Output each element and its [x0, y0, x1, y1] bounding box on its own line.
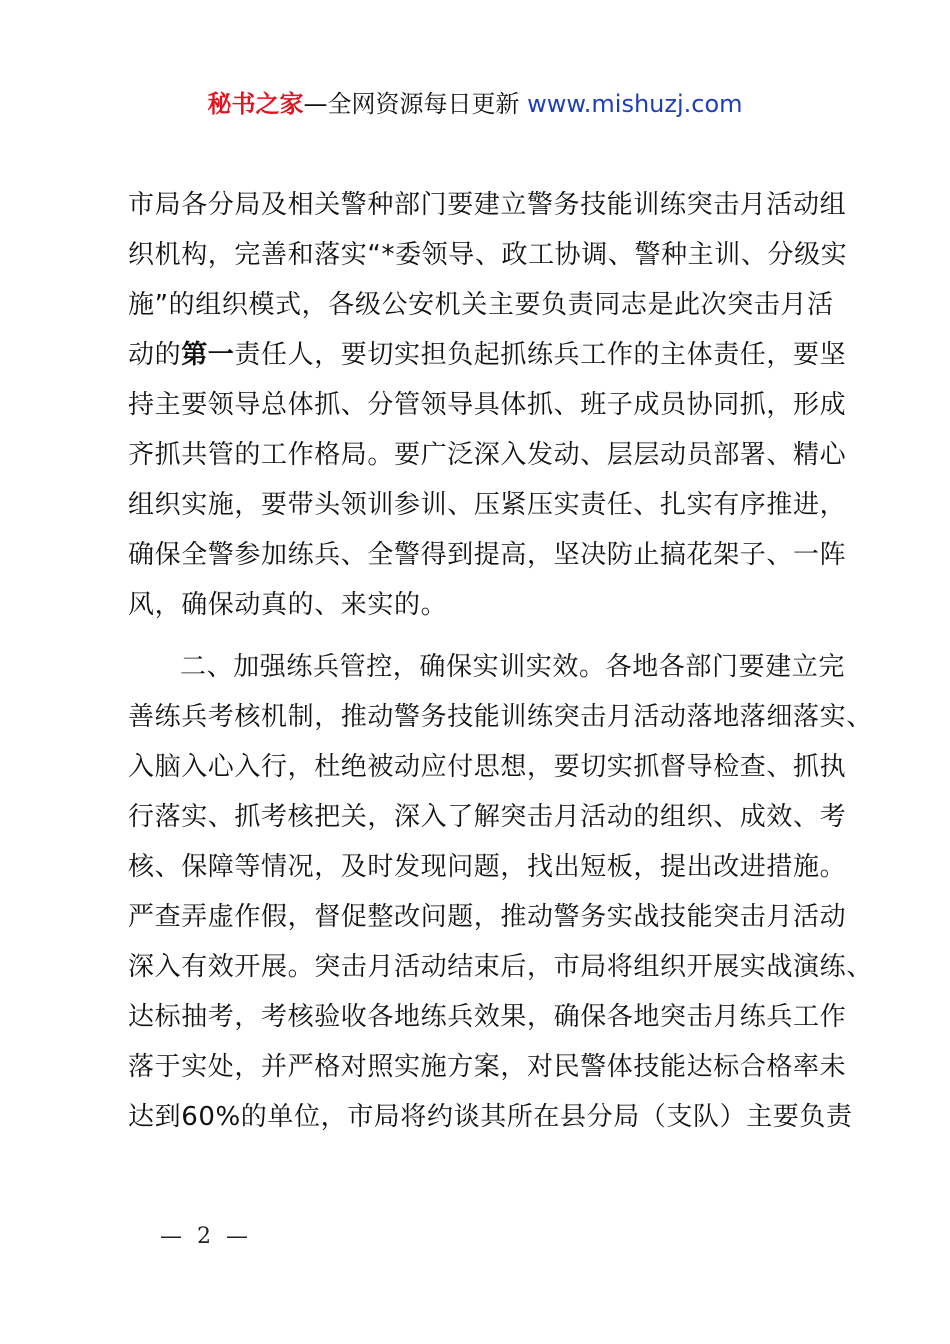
site-url: www.mishuzj.com: [527, 90, 743, 118]
text-line: 达标抽考，考核验收各地练兵效果，确保各地突击月练兵工作: [128, 1002, 847, 1032]
text-line: 持主要领导总体抓、分管领导具体抓、班子成员协同抓，形成: [128, 390, 847, 420]
site-tagline: —全网资源每日更新: [303, 90, 528, 118]
text-line: 行落实、抓考核把关，深入了解突击月活动的组织、成效、考: [128, 802, 847, 832]
text-line: 核、保障等情况，及时发现问题，找出短板，提出改进措施。: [128, 852, 847, 882]
site-brand: 秘书之家: [207, 90, 304, 118]
page-number: — 2 —: [160, 1224, 252, 1249]
paragraph-1: [128, 180, 848, 630]
paragraph-2: [128, 642, 873, 1142]
text-fragment: 动的: [128, 340, 182, 370]
bold-emphasis: 第一: [181, 340, 235, 370]
text-line: 严查弄虚作假，督促整改问题，推动警务实战技能突击月活动: [128, 902, 847, 932]
text-line: 织机构，完善和落实“*委领导、政工协调、警种主训、分级实: [128, 240, 848, 270]
text-line: 市局各分局及相关警种部门要建立警务技能训练突击月活动组: [128, 190, 847, 220]
text-fragment: 责任人，要切实担负起抓练兵工作的主体责任，要坚: [234, 340, 847, 370]
document-header: [0, 86, 950, 122]
text-line: 善练兵考核机制，推动警务技能训练突击月活动落地落细落实、: [128, 702, 873, 732]
text-line: 入脑入心入行，杜绝被动应付思想，要切实抓督导检查、抓执: [128, 752, 847, 782]
text-line: 施”的组织模式，各级公安机关主要负责同志是此次突击月活: [128, 290, 834, 320]
document-body: [128, 180, 873, 1142]
text-line: 深入有效开展。突击月活动结束后，市局将组织开展实战演练、: [128, 952, 873, 982]
text-line: 落于实处，并严格对照实施方案，对民警体技能达标合格率未: [128, 1052, 847, 1082]
text-line: 确保全警参加练兵、全警得到提高，坚决防止搞花架子、一阵: [128, 540, 847, 570]
text-line: 齐抓共管的工作格局。要广泛深入发动、层层动员部署、精心: [128, 440, 847, 470]
text-line: 风，确保动真的、来实的。: [128, 590, 448, 620]
text-line-with-emphasis: [128, 330, 848, 380]
text-line: 二、加强练兵管控，确保实训实效。各地各部门要建立完: [180, 652, 846, 682]
text-line: 组织实施，要带头领训参训、压紧压实责任、扎实有序推进，: [128, 490, 847, 520]
text-line: 达到60%的单位，市局将约谈其所在县分局（支队）主要负责: [128, 1102, 853, 1132]
